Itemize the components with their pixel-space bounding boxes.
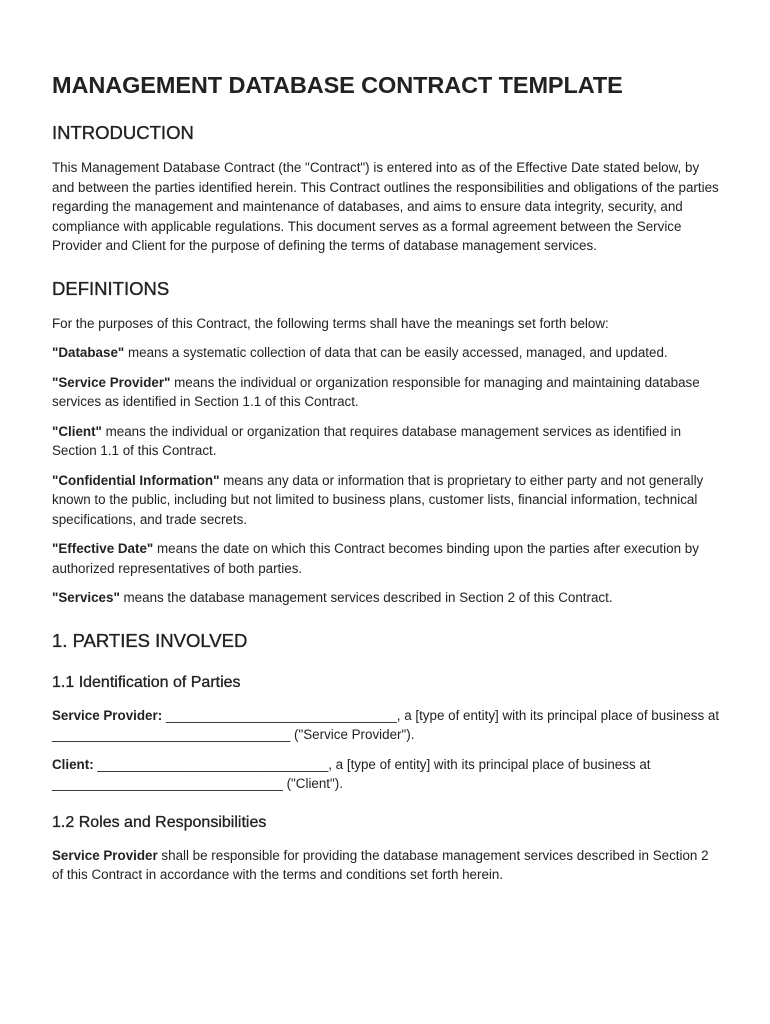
service-provider-text: _______________________________, a [type of entity] with its principal place of business at ________________________________ ("Service Provider"). — [52, 707, 720, 742]
definition-term: "Service Provider" — [52, 374, 171, 390]
definition-database — [52, 343, 720, 363]
service-provider-line — [52, 706, 720, 745]
document-title: MANAGEMENT DATABASE CONTRACT TEMPLATE — [52, 72, 623, 98]
contract-document — [52, 68, 720, 885]
definitions-heading: DEFINITIONS — [52, 277, 170, 299]
client-line — [52, 755, 720, 794]
definition-confidential-information — [52, 471, 720, 530]
definitions-lead: For the purposes of this Contract, the following terms shall have the meanings set forth below: — [52, 315, 609, 331]
definition-term: "Confidential Information" — [52, 472, 220, 488]
roles-label: Service Provider — [52, 847, 158, 863]
definition-client — [52, 422, 720, 461]
definition-effective-date — [52, 539, 720, 578]
identification-heading: 1.1 Identification of Parties — [52, 673, 241, 691]
definition-text: means the date on which this Contract becomes binding upon the parties after execution by authorized representatives of both parties. — [52, 541, 699, 576]
definition-term: "Services" — [52, 590, 120, 605]
definition-term: "Effective Date" — [52, 541, 154, 556]
definition-text: means a systematic collection of data that can be easily accessed, managed, and updated. — [124, 345, 668, 360]
definition-text: means the individual or organization responsible for managing and maintaining database services as identified in Section 1.1 of this Contract. — [52, 374, 700, 409]
introduction-paragraph: This Management Database Contract (the "Contract") is entered into as of the Effective Date stated below, by and between the parties identified herein. This Contract outlines the responsibilities and obligations of the parties regarding the management and maintenance of databases, and aims to ensure data integrity, security, and compliance with applicable regulations. This document serves as a formal agreement between the Service Provider and Client for the purpose of defining the terms of database management services. — [52, 160, 719, 253]
roles-text: shall be responsible for providing the database management services described in Section 2 of this Contract in accordance with the terms and conditions set forth herein. — [52, 847, 709, 882]
service-provider-label: Service Provider: — [52, 707, 163, 723]
definition-service-provider — [52, 373, 720, 412]
client-label: Client: — [52, 756, 94, 772]
introduction-heading: INTRODUCTION — [52, 122, 194, 143]
definition-term: "Database" — [52, 345, 125, 360]
definition-text: means any data or information that is proprietary to either party and not generally known to the public, including but not limited to business plans, customer lists, financial information, technical specifications, and trade secrets. — [52, 472, 704, 527]
roles-paragraph — [52, 846, 720, 885]
definition-text: means the database management services described in Section 2 of this Contract. — [119, 590, 613, 605]
roles-heading: 1.2 Roles and Responsibilities — [52, 813, 267, 831]
definition-text: means the individual or organization that requires database management services as identified in Section 1.1 of this Contract. — [52, 423, 682, 458]
parties-heading: 1. PARTIES INVOLVED — [52, 629, 248, 651]
definition-services — [52, 588, 720, 608]
definition-term: "Client" — [52, 423, 102, 439]
client-text: _______________________________, a [type of entity] with its principal place of business at _______________________________ ("Client"). — [52, 756, 651, 791]
